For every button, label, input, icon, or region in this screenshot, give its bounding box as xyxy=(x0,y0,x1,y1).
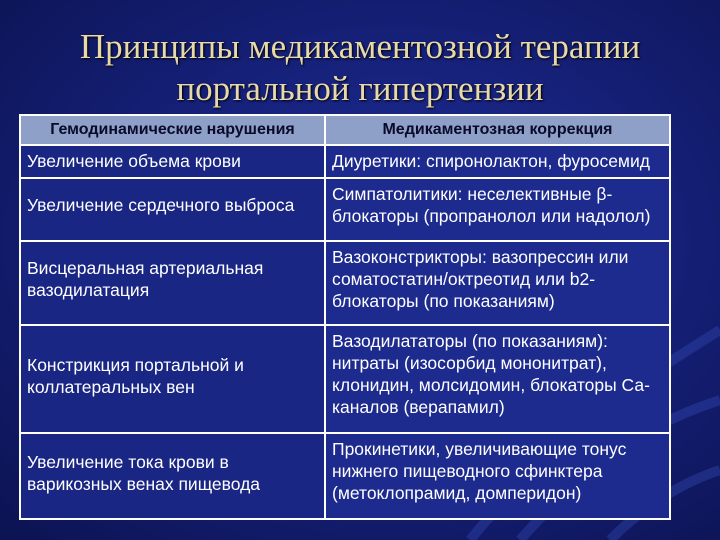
disorder-cell: Увеличение объема крови xyxy=(20,145,325,178)
therapy-table xyxy=(19,114,671,520)
disorder-cell: Висцеральная артериальная вазодилатация xyxy=(20,241,325,325)
correction-cell: Вазоконстрикторы: вазопрессин или соматостатин/октреотид или b2-блокаторы (по показаниям) xyxy=(325,241,670,325)
table-row xyxy=(20,325,670,433)
header-correction: Медикаментозная коррекция xyxy=(325,115,670,145)
disorder-cell: Увеличение тока крови в варикозных венах пищевода xyxy=(20,433,325,519)
table-row xyxy=(20,433,670,519)
correction-cell: Диуретики: спиронолактон, фуросемид xyxy=(325,145,670,178)
disorder-cell: Констрикция портальной и коллатеральных вен xyxy=(20,325,325,433)
correction-cell: Симпатолитики: неселективные β-блокаторы (пропранолол или надолол) xyxy=(325,178,670,241)
correction-cell: Прокинетики, увеличивающие тонус нижнего пищеводного сфинктера (метоклопрамид, домперидон) xyxy=(325,433,670,519)
table-header-row xyxy=(20,115,670,145)
correction-cell: Вазодилататоры (по показаниям): нитраты (изосорбид мононитрат), клонидин, молсидомин, блокаторы Са-каналов (верапамил) xyxy=(325,325,670,433)
table-row xyxy=(20,241,670,325)
disorder-cell: Увеличение сердечного выброса xyxy=(20,178,325,241)
slide-title xyxy=(0,26,720,110)
header-disorders: Гемодинамические нарушения xyxy=(20,115,325,145)
table-row xyxy=(20,145,670,178)
title-line-2: портальной гипертензии xyxy=(176,69,544,108)
table-row xyxy=(20,178,670,241)
title-line-1: Принципы медикаментозной терапии xyxy=(79,27,641,66)
